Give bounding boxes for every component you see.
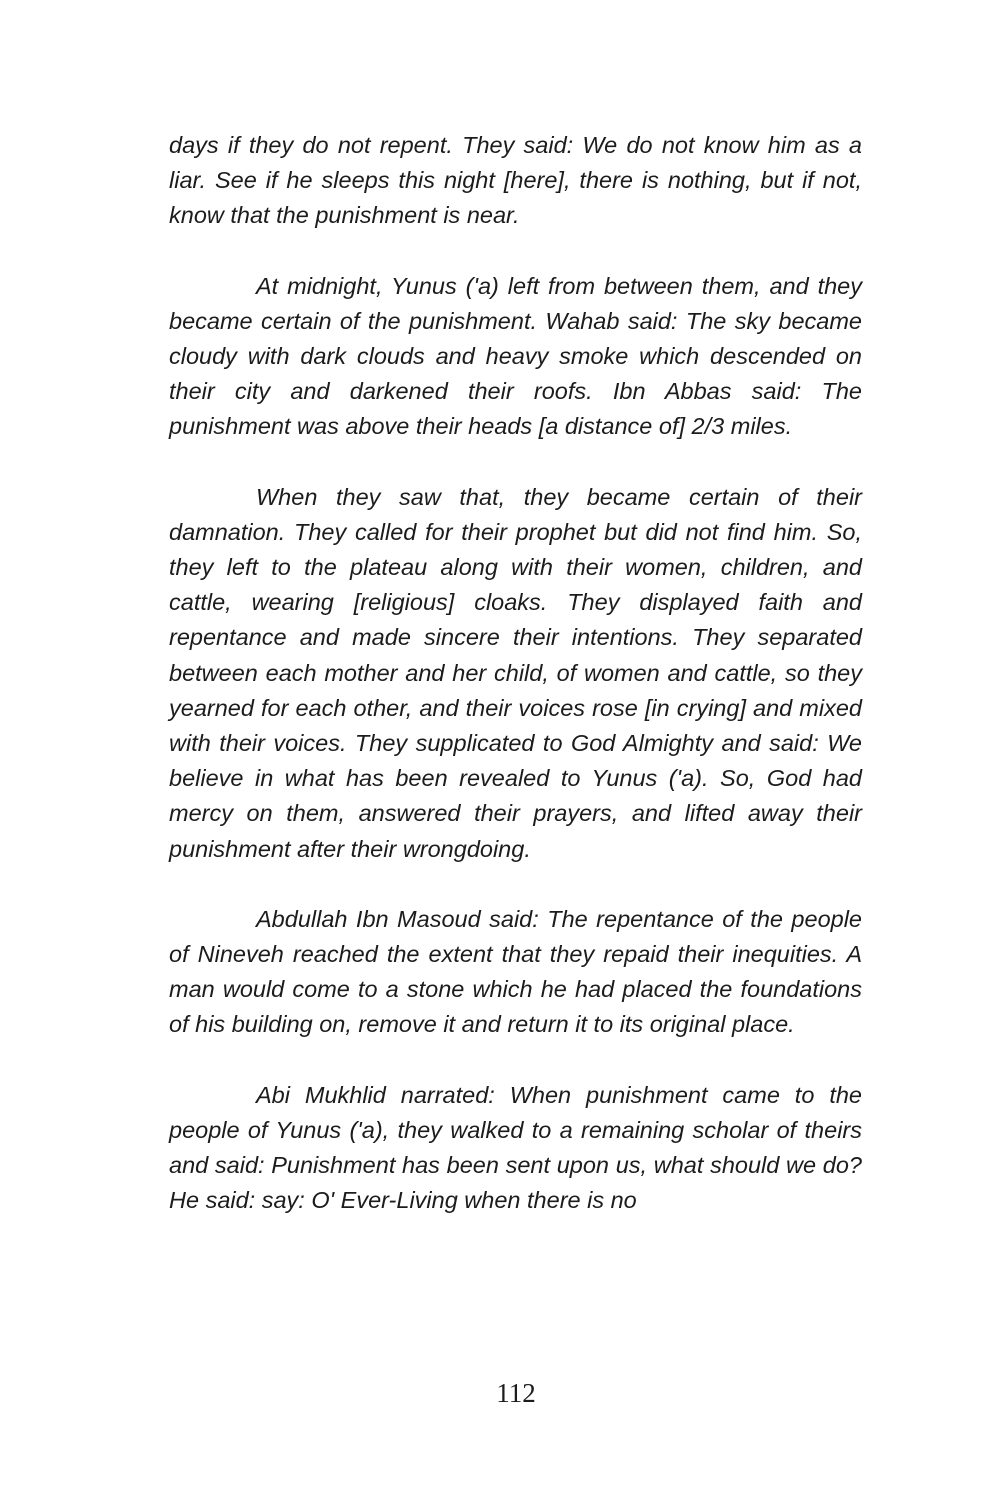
paragraph-abi-mukhlid: Abi Mukhlid narrated: When punishment came to the people of Yunus ('a), they walked to a remaining scholar of theirs and said: Punishment has been sent upon us, what should we do? He said: say: O' Ever-Living when there is no <box>169 1081 862 1214</box>
paragraph-damnation: When they saw that, they became certain of their damnation. They called for their prophet but did not find him. So, they left to the plateau along with their women, children, and cattle, wearing [religious] cloaks. They displayed faith and repentance and made sincere their intentions. They separated between each mother and her child, of women and cattle, so they yearned for each other, and their voices rose [in crying] and mixed with their voices. They supplicated to God Almighty and said: We believe in what has been revealed to Yunus ('a). So, God had mercy on them, answered their prayers, and lifted away their punishment after their wrongdoing. <box>169 483 862 862</box>
paragraph-ibn-masoud: Abdullah Ibn Masoud said: The repentance of the people of Nineveh reached the extent that they repaid their inequities. A man would come to a stone which he had placed the foundations of his building on, remove it and return it to its original place. <box>169 905 862 1038</box>
body-text <box>169 128 862 1218</box>
paragraph-continuation: days if they do not repent. They said: We do not know him as a liar. See if he sleeps this night [here], there is nothing, but if not, know that the punishment is near. <box>169 132 862 229</box>
paragraph-midnight: At midnight, Yunus ('a) left from between them, and they became certain of the punishment. Wahab said: The sky became cloudy with dark clouds and heavy smoke which descended on their city and darkened their roofs. Ibn Abbas said: The punishment was above their heads [a distance of] 2/3 miles. <box>169 272 862 440</box>
page-number: 112 <box>496 1378 536 1408</box>
